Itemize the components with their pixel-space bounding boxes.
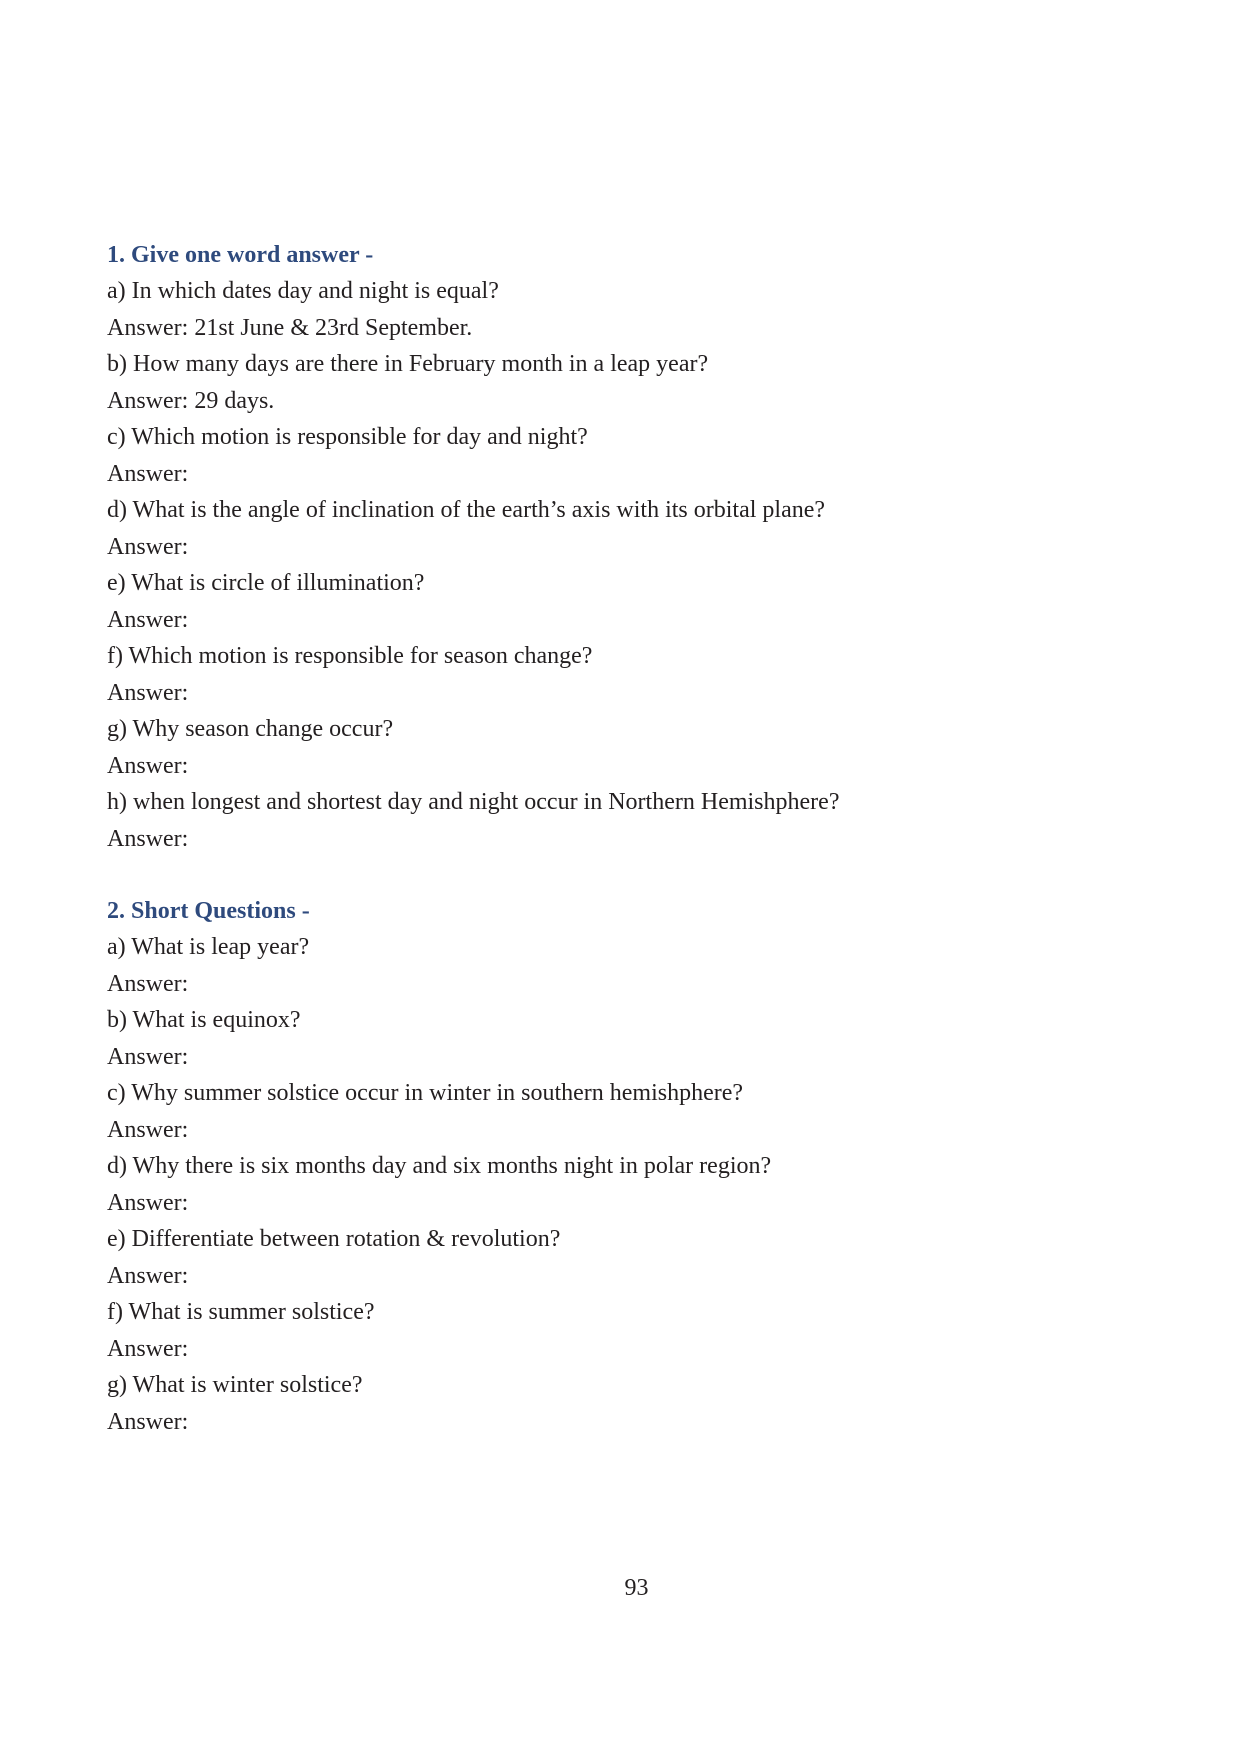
answer-line: Answer: <box>107 752 189 779</box>
answer-line: Answer: <box>107 1262 189 1289</box>
question-line: e) Differentiate between rotation & revolution? <box>107 1226 561 1252</box>
answer-line: Answer: <box>107 1043 189 1070</box>
question-line: a) What is leap year? <box>107 934 310 960</box>
question-line: b) How many days are there in February month in a leap year? <box>107 351 709 377</box>
answer-line: Answer: <box>107 533 189 560</box>
section-heading: 1. Give one word answer - <box>107 242 374 268</box>
answer-line: Answer: <box>107 1408 189 1435</box>
answer-line: Answer: <box>107 460 189 487</box>
answer-line: Answer: <box>107 679 189 706</box>
question-line: h) when longest and shortest day and night occur in Northern Hemishphere? <box>107 789 840 815</box>
question-line: a) In which dates day and night is equal? <box>107 278 499 304</box>
answer-line: Answer: 29 days. <box>107 387 275 414</box>
answer-line: Answer: <box>107 1335 189 1362</box>
question-line: g) Why season change occur? <box>107 716 394 742</box>
answer-line: Answer: <box>107 970 189 997</box>
question-line: f) What is summer solstice? <box>107 1299 375 1325</box>
question-line: g) What is winter solstice? <box>107 1372 363 1398</box>
question-line: f) Which motion is responsible for season change? <box>107 643 593 669</box>
question-line: d) Why there is six months day and six months night in polar region? <box>107 1153 772 1179</box>
answer-line: Answer: <box>107 1189 189 1216</box>
question-line: e) What is circle of illumination? <box>107 570 425 596</box>
section-one-word-answer <box>107 237 1107 857</box>
question-line: b) What is equinox? <box>107 1007 301 1033</box>
page-number: 93 <box>624 1575 649 1601</box>
answer-line: Answer: <box>107 606 189 633</box>
question-line: d) What is the angle of inclination of the earth’s axis with its orbital plane? <box>107 497 826 523</box>
answer-line: Answer: 21st June & 23rd September. <box>107 314 473 341</box>
answer-line: Answer: <box>107 825 189 852</box>
question-line: c) Why summer solstice occur in winter in southern hemishphere? <box>107 1080 744 1106</box>
section-heading: 2. Short Questions - <box>107 898 310 924</box>
answer-line: Answer: <box>107 1116 189 1143</box>
section-short-questions <box>107 893 1107 1440</box>
question-line: c) Which motion is responsible for day and night? <box>107 424 588 450</box>
